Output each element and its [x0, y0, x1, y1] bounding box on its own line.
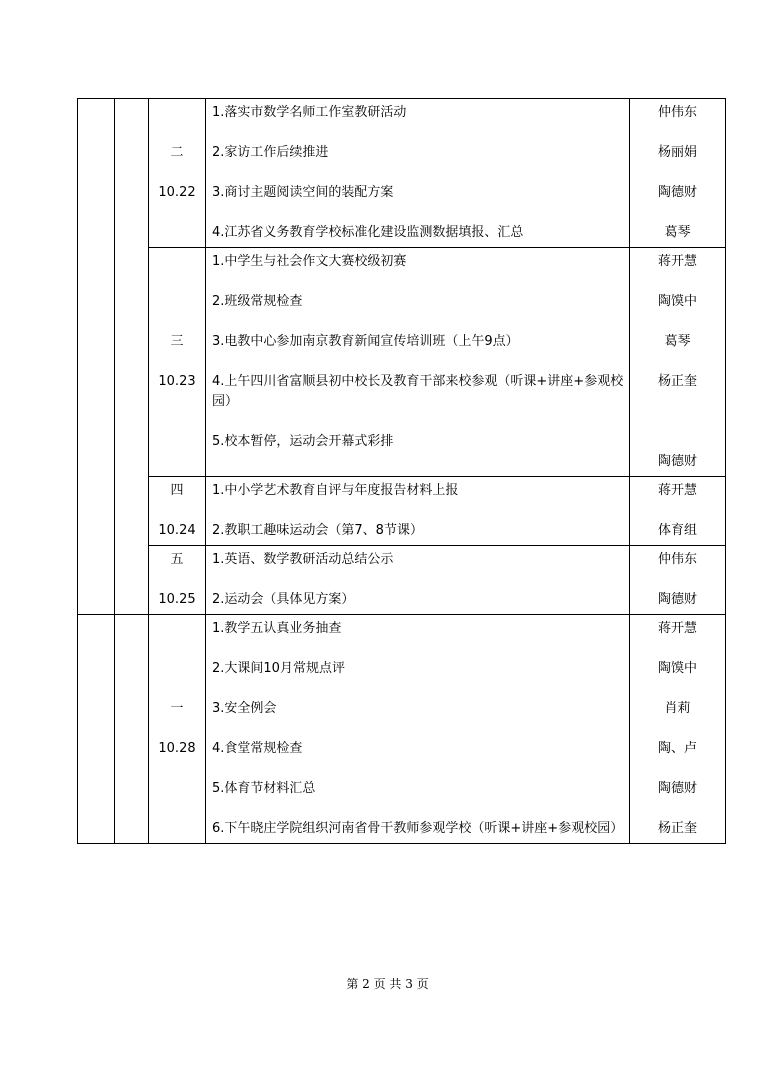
list-item: 2.大课间10月常规点评: [212, 661, 345, 676]
list-item: 4.江苏省义务教育学校标准化建设监测数据填报、汇总: [212, 225, 524, 240]
person-cell: [630, 546, 726, 615]
date: 10.24: [158, 523, 196, 538]
list-item: 1.英语、数学教研活动总结公示: [212, 552, 394, 567]
weekday: 三: [170, 334, 184, 349]
person-name: 陶德财: [657, 454, 697, 469]
day-cell: [149, 546, 206, 615]
list-item: 6.下午晓庄学院组织河南省骨干教师参观学校（听课+讲座+参观校园）: [212, 821, 624, 836]
person-name: 陶馍中: [657, 294, 697, 309]
weekday: 一: [170, 701, 184, 716]
person-name: 葛琴: [664, 334, 691, 349]
person-name: 葛琴: [664, 225, 691, 240]
items-cell: [206, 477, 630, 546]
date: 10.23: [158, 374, 196, 389]
table-row: [78, 99, 726, 248]
table-row: [78, 546, 726, 615]
list-item: 2.家访工作后续推进: [212, 145, 329, 160]
weekday: 五: [170, 552, 184, 567]
person-cell: [630, 615, 726, 844]
date: 10.22: [158, 185, 196, 200]
person-cell: [630, 248, 726, 477]
week-cell: [78, 99, 115, 615]
week-sub-cell: [115, 99, 149, 615]
list-item: 1.中学生与社会作文大赛校级初赛: [212, 254, 407, 269]
person-name: 陶德财: [657, 592, 697, 607]
day-cell: [149, 248, 206, 477]
date: 10.25: [158, 592, 196, 607]
items-cell: [206, 546, 630, 615]
weekday: 四: [170, 483, 184, 498]
person-name: 体育组: [657, 523, 697, 538]
page-number-footer: 第 2 页 共 3 页: [346, 977, 429, 991]
list-item: 3.商讨主题阅读空间的装配方案: [212, 185, 394, 200]
schedule-table: [77, 98, 726, 844]
person-name: 杨丽娟: [657, 145, 697, 160]
list-item: 5.校本暂停，运动会开幕式彩排: [212, 434, 394, 449]
week-cell: [78, 615, 115, 844]
day-cell: [149, 99, 206, 248]
week-sub-cell: [115, 615, 149, 844]
list-item: 1.中小学艺术教育自评与年度报告材料上报: [212, 483, 459, 498]
list-item: 1.教学五认真业务抽查: [212, 621, 342, 636]
table-row: [78, 615, 726, 844]
person-name: 杨正奎: [657, 821, 697, 836]
person-name: 蒋开慧: [657, 254, 697, 269]
list-item: 5.体育节材料汇总: [212, 781, 316, 796]
person-name: 陶德财: [657, 185, 697, 200]
items-cell: [206, 99, 630, 248]
person-name: 陶馍中: [657, 661, 697, 676]
table-row: [78, 248, 726, 477]
person-name: 陶、卢: [657, 741, 697, 756]
day-cell: [149, 615, 206, 844]
date: 10.28: [158, 741, 196, 756]
day-cell: [149, 477, 206, 546]
list-item: 4.食堂常规检查: [212, 741, 303, 756]
list-item: 3.电教中心参加南京教育新闻宣传培训班（上午9点）: [212, 334, 519, 349]
weekday: 二: [170, 145, 184, 160]
table-row: [78, 477, 726, 546]
person-name: 仲伟东: [657, 552, 697, 567]
person-name: 蒋开慧: [657, 621, 697, 636]
list-item: 2.运动会（具体见方案）: [212, 592, 355, 607]
person-name: 仲伟东: [657, 105, 697, 120]
list-item: 2.教职工趣味运动会（第7、8节课）: [212, 523, 423, 538]
list-item: 2.班级常规检查: [212, 294, 303, 309]
items-cell: [206, 615, 630, 844]
items-cell: [206, 248, 630, 477]
list-item: 4.上午四川省富顺县初中校长及教育干部来校参观（听课+讲座+参观校园）: [212, 374, 624, 409]
person-name: 杨正奎: [657, 374, 697, 389]
person-name: 蒋开慧: [657, 483, 697, 498]
person-cell: [630, 477, 726, 546]
person-name: 肖莉: [664, 701, 691, 716]
person-name: 陶德财: [657, 781, 697, 796]
person-cell: [630, 99, 726, 248]
list-item: 3.安全例会: [212, 701, 277, 716]
list-item: 1.落实市数学名师工作室教研活动: [212, 105, 407, 120]
